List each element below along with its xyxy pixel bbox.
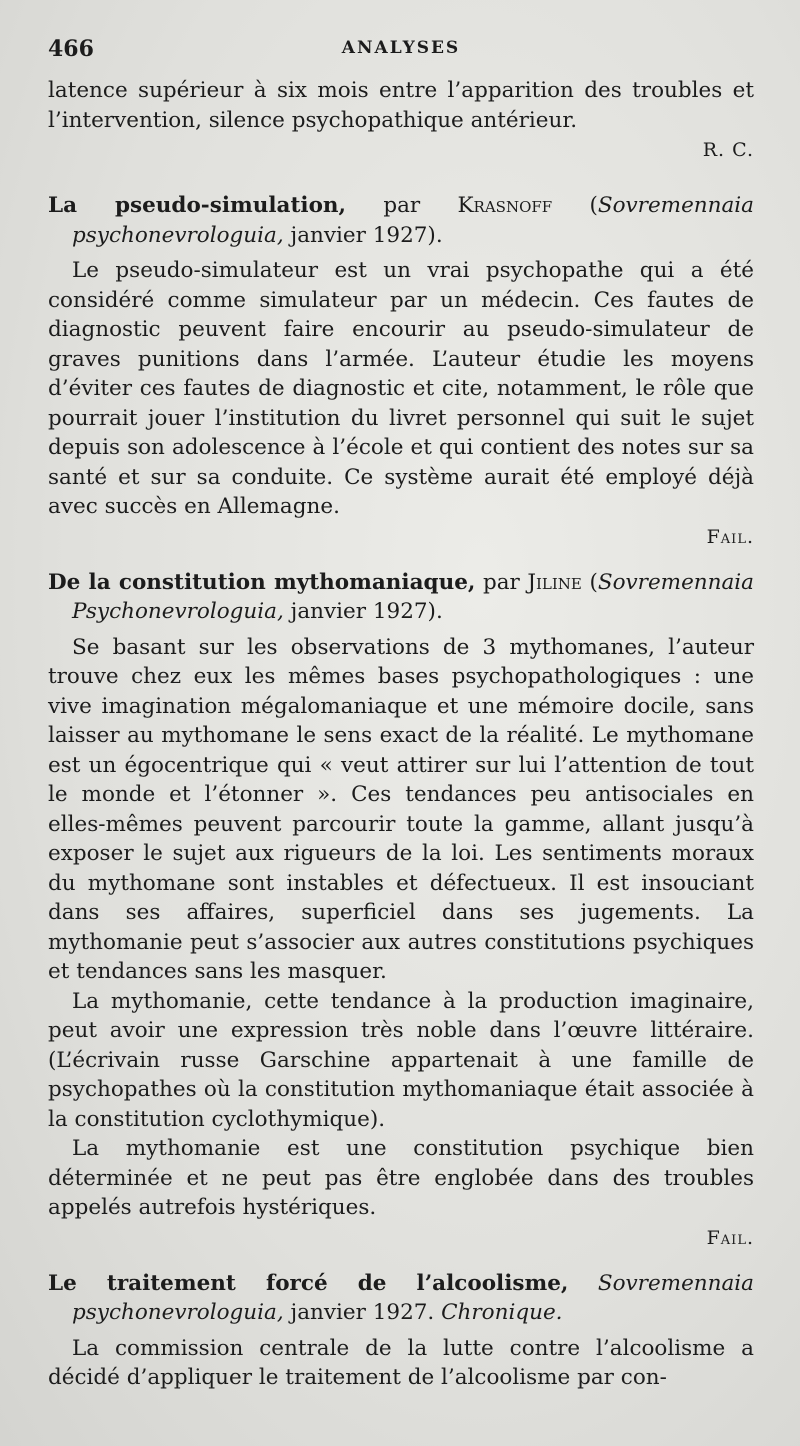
review-title-main: De la constitution mythomaniaque, (48, 569, 476, 595)
review-signature: Fail. (706, 1226, 754, 1249)
review-source: Sovremennaia Psychonevrologuia, (72, 569, 754, 624)
review-date: janvier 1927. (283, 1300, 442, 1325)
review-source: Sovremennaia psychonevrologuia, (72, 1270, 754, 1325)
review-paragraph: Se basant sur les observations de 3 mythomanes, l’auteur trouve chez eux les mêmes bases psychopathologiques : une vive imagination mégalomaniaque et une mémoire docile, sans laisser au mythomane le sens exact de la réalité. Le mythomane est un égocentrique qui « veut attirer sur lui l’attention de tout le monde et l’étonner ». Ces tendances peu antisociales en elles-mêmes peuvent parcourir toute la gamme, allant jusqu’à exposer le sujet aux rigueurs de la loi. Les sentiments moraux du mythomane sont instables et défectueux. Il est insouciant dans ses affaires, superficiel dans ses jugements. La mythomanie peut s’associer aux autres constitutions psychiques et tendances sans les masquer. (48, 634, 754, 984)
review-paragraph: La mythomanie est une constitution psychique bien déterminée et ne peut pas être englobée dans des troubles appelés autrefois hystériques. (48, 1136, 754, 1220)
review-paragraph: La commission centrale de la lutte contre l’alcoolisme a décidé d’appliquer le traitement de l’alcoolisme par con- (48, 1335, 754, 1390)
review-entry (48, 1269, 754, 1393)
review-title-main: La pseudo-simulation, (48, 193, 347, 218)
review-rubric: Chronique. (441, 1300, 563, 1325)
review-title-main: Le traitement forcé de l’alcoolisme, (48, 1270, 569, 1296)
review-entry (48, 568, 754, 1249)
review-paragraph: La mythomanie, cette tendance à la production imaginaire, peut avoir une expression très noble dans l’œuvre littéraire. (L’écrivain russe Garschine appartenait à une famille de psychopathes où la constitution mythomaniaque était associée à la constitution cyclothymique). (48, 988, 754, 1132)
review-title-by (568, 1271, 597, 1296)
intro-paragraph: latence supérieur à six mois entre l’apparition des troubles et l’intervention, silence psychopathique antérieur. (48, 78, 754, 133)
review-body (48, 256, 754, 522)
review-signature: Fail. (706, 525, 754, 548)
review-author: Jiline (527, 569, 582, 595)
review-title (48, 1269, 754, 1328)
review-entry (48, 191, 754, 548)
review-body (48, 633, 754, 1223)
page-header (48, 36, 754, 76)
review-body (48, 1334, 754, 1393)
review-source-open: ( (581, 569, 598, 595)
review-author: Krasnoff (457, 193, 553, 218)
page-number: 466 (48, 36, 94, 62)
review-date: janvier 1927). (283, 599, 443, 624)
review-source: Sovremennaia psychonevrologuia, (72, 193, 754, 248)
review-title (48, 568, 754, 627)
review-title (48, 191, 754, 250)
running-head: ANALYSES (341, 38, 461, 58)
intro-signature: R. C. (702, 139, 754, 161)
review-date: janvier 1927). (283, 222, 443, 248)
review-paragraph: Le pseudo-simulateur est un vrai psychopathe qui a été considéré comme simulateur par un médecin. Ces fautes de diagnostic peuvent faire encourir au pseudo-simulateur de graves punitions dans l’armée. L’auteur étudie les moyens d’éviter ces fautes de diagnostic et cite, notamment, le rôle que pourrait jouer l’institution du livret personnel qui suit le sujet depuis son adolescence à l’école et qui contient des notes sur sa santé et sur sa conduite. Ce système aurait été employé déjà avec succès en Allemagne. (48, 258, 754, 519)
review-title-by: par (475, 569, 528, 595)
review-title-by: par (346, 193, 458, 218)
review-source-open: ( (552, 193, 598, 218)
